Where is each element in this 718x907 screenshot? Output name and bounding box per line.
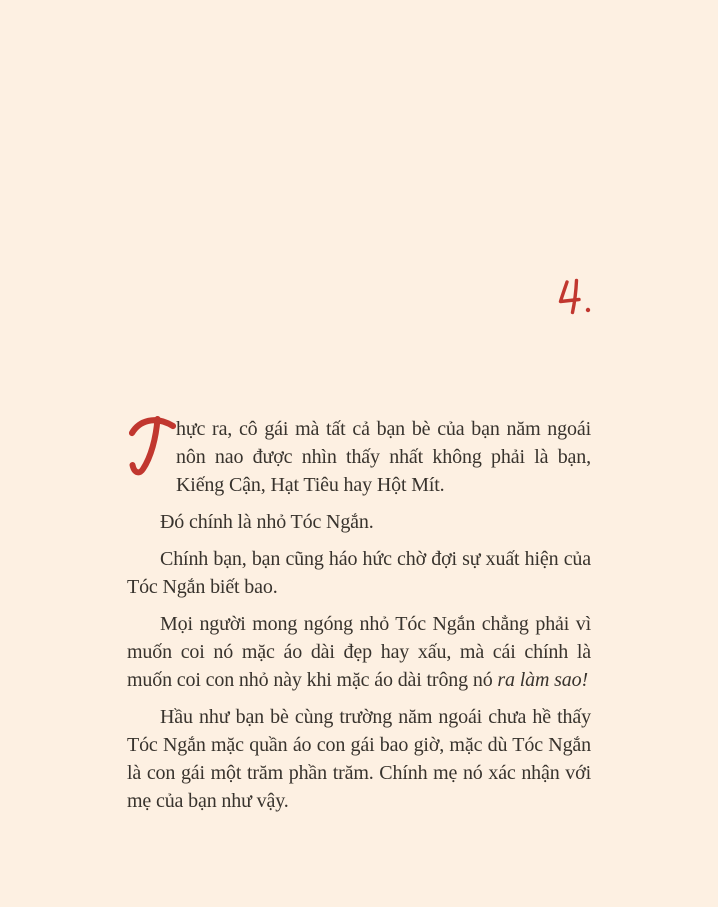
paragraph bbox=[127, 415, 591, 499]
chapter-number-glyph bbox=[558, 279, 596, 316]
paragraph-text: Đó chính là nhỏ Tóc Ngắn. bbox=[160, 511, 374, 533]
chapter-number-text bbox=[558, 316, 559, 317]
drop-cap-letter-glyph bbox=[130, 414, 176, 477]
paragraph-text: hực ra, cô gái mà tất cả bạn bè của bạn năm ngoái nôn nao được nhìn thấy nhất không phải là bạn, Kiếng Cận, Hạt Tiêu hay Hột Mít. bbox=[176, 418, 591, 496]
drop-cap-letter bbox=[127, 417, 128, 418]
chapter-number bbox=[558, 279, 596, 316]
paragraph bbox=[127, 508, 591, 536]
paragraph bbox=[127, 703, 591, 815]
paragraph-text: Mọi người mong ngóng nhỏ Tóc Ngắn chẳng phải vì muốn coi nó mặc áo dài đẹp hay xấu, mà cái chính là muốn coi con nhỏ này khi mặc áo dài trông nó bbox=[127, 613, 591, 691]
paragraph bbox=[127, 610, 591, 694]
body-text bbox=[127, 415, 591, 824]
paragraph-text-italic: ra làm sao! bbox=[497, 669, 588, 691]
paragraph-text: Hầu như bạn bè cùng trường năm ngoái chưa hề thấy Tóc Ngắn mặc quần áo con gái bao giờ, mặc dù Tóc Ngắn là con gái một trăm phần trăm. Chính mẹ nó xác nhận với mẹ của bạn như vậy. bbox=[127, 706, 591, 812]
drop-cap bbox=[127, 417, 170, 474]
paragraph bbox=[127, 545, 591, 601]
paragraph-text: Chính bạn, bạn cũng háo hức chờ đợi sự xuất hiện của Tóc Ngắn biết bao. bbox=[127, 548, 591, 598]
